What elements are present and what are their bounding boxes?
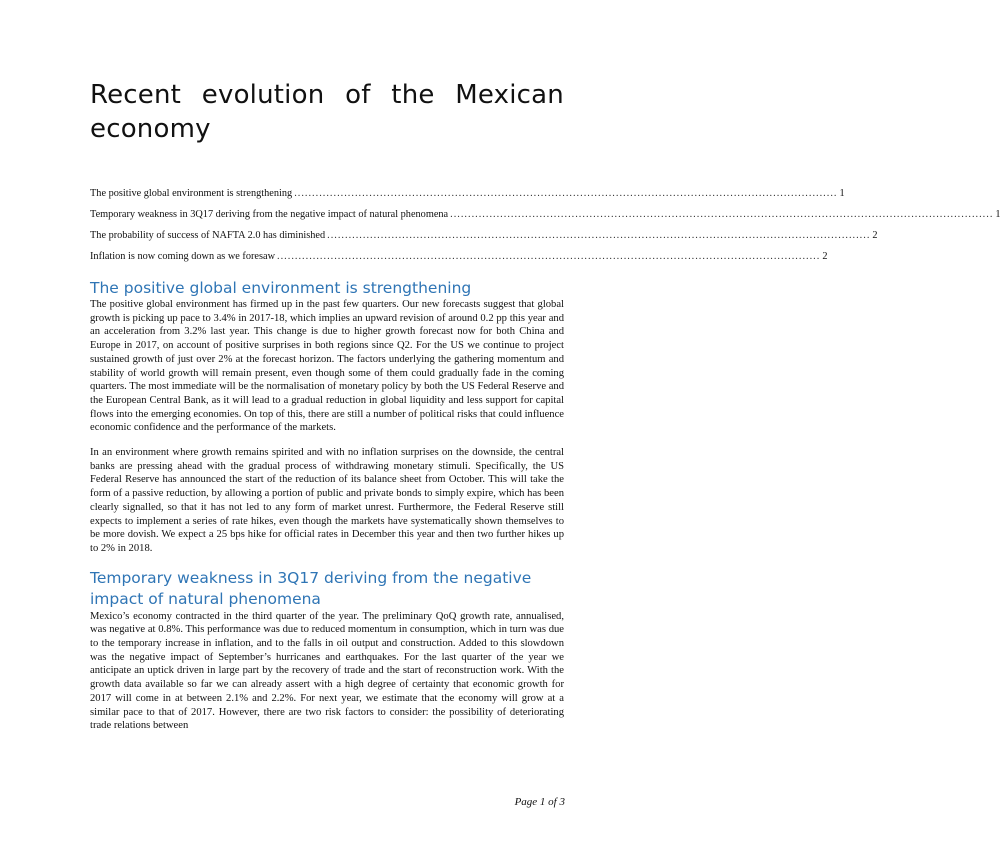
toc-leader-dots: ........................................................................................................................................................ <box>327 230 871 241</box>
title-word: Mexican <box>455 80 564 110</box>
toc-leader-dots: ........................................................................................................................................................ <box>277 251 821 262</box>
document-title <box>90 78 564 146</box>
toc-entry-page: 2 <box>822 251 828 262</box>
title-word: evolution <box>201 80 325 110</box>
section-heading: Temporary weakness in 3Q17 deriving from the negative impact of natural phenomena <box>90 568 532 608</box>
title-word: the <box>391 80 435 110</box>
toc-entry-text: The positive global environment is strengthening <box>90 188 293 199</box>
body-paragraph: In an environment where growth remains spirited and with no inflation surprises on the downside, the central banks are pressing ahead with the gradual process of withdrawing monetary stimuli. Specifically, the US Federal Reserve has announced the start of the reduction of its balance sheet from October. This will take the form of a passive reduction, by allowing a portion of public and private bonds to simply expire, which has been clearly signalled, so that it has not led to any form of market unrest. Furthermore, the Federal Reserve still expects to implement a series of rate hikes, even though the markets have systematically shown themselves to be more dovish. We expect a 25 bps hike for official rates in December this year and then two further hikes up to 2% in 2018. <box>90 447 564 554</box>
page-number: Page 1 of 3 <box>514 796 565 808</box>
title-word: of <box>345 80 371 110</box>
table-of-contents <box>90 188 1001 272</box>
toc-entry[interactable] <box>90 188 845 209</box>
title-word: Recent <box>90 80 182 110</box>
toc-entry-text: The probability of success of NAFTA 2.0 has diminished <box>90 230 326 241</box>
title-line-2: economy <box>90 114 211 144</box>
toc-leader-dots: ........................................................................................................................................................ <box>450 209 994 220</box>
toc-entry-page: 2 <box>872 230 878 241</box>
body-paragraph: Mexico’s economy contracted in the third quarter of the year. The preliminary QoQ growth rate, annualised, was negative at 0.8%. This performance was due to reduced momentum in consumption, which in turn was due to the temporary increase in inflation, and to the falls in oil output and construction. Added to this slowdown was the negative impact of September’s hurricanes and earthquakes. For the last quarter of the year we anticipate an uptick driven in large part by the recovery of trade and the start of reconstruction work. With the growth data available so far we can already assert with a high degree of certainty that economic growth for 2017 will come in at between 2.1% and 2.2%. For next year, we estimate that the economy will grow at a similar pace to that of 2017. However, there are two risk factors to consider: the possibility of deteriorating trade relations between <box>90 610 564 732</box>
title-line-1 <box>90 78 564 112</box>
toc-leader-dots: ........................................................................................................................................................ <box>294 188 838 199</box>
toc-entry-page: 1 <box>839 188 845 199</box>
toc-entry[interactable] <box>90 230 878 251</box>
toc-entry-text: Temporary weakness in 3Q17 deriving from the negative impact of natural phenomena <box>90 209 449 220</box>
toc-entry-page: 1 <box>995 209 1001 220</box>
toc-entry-text: Inflation is now coming down as we foresaw <box>90 251 276 262</box>
page-content <box>90 72 1001 733</box>
paragraph-spacer <box>90 435 564 446</box>
toc-entry[interactable] <box>90 251 828 272</box>
section-heading: The positive global environment is strengthening <box>90 279 472 297</box>
toc-entry[interactable] <box>90 209 1001 230</box>
body-paragraph: The positive global environment has firmed up in the past few quarters. Our new forecasts suggest that global growth is picking up pace to 3.4% in 2017-18, which implies an upward revision of around 0.2 pp this year and an acceleration from 3.2% last year. This change is due to higher growth forecast now for both China and Europe in 2017, on account of positive surprises in both regions since Q2. For the US we continue to project sustained growth of just over 2% at the forecast horizon. The factors underlying the gathering momentum and stability of world growth will remain present, even though some of them could gradually fade in the coming quarters. The most immediate will be the normalisation of monetary policy by both the US Federal Reserve and the European Central Bank, as it will lead to a gradual reduction in global liquidity and less support for capital flows into the emerging economies. On top of this, there are still a number of political risks that could influence economic confidence and the performance of the markets. <box>90 299 564 434</box>
